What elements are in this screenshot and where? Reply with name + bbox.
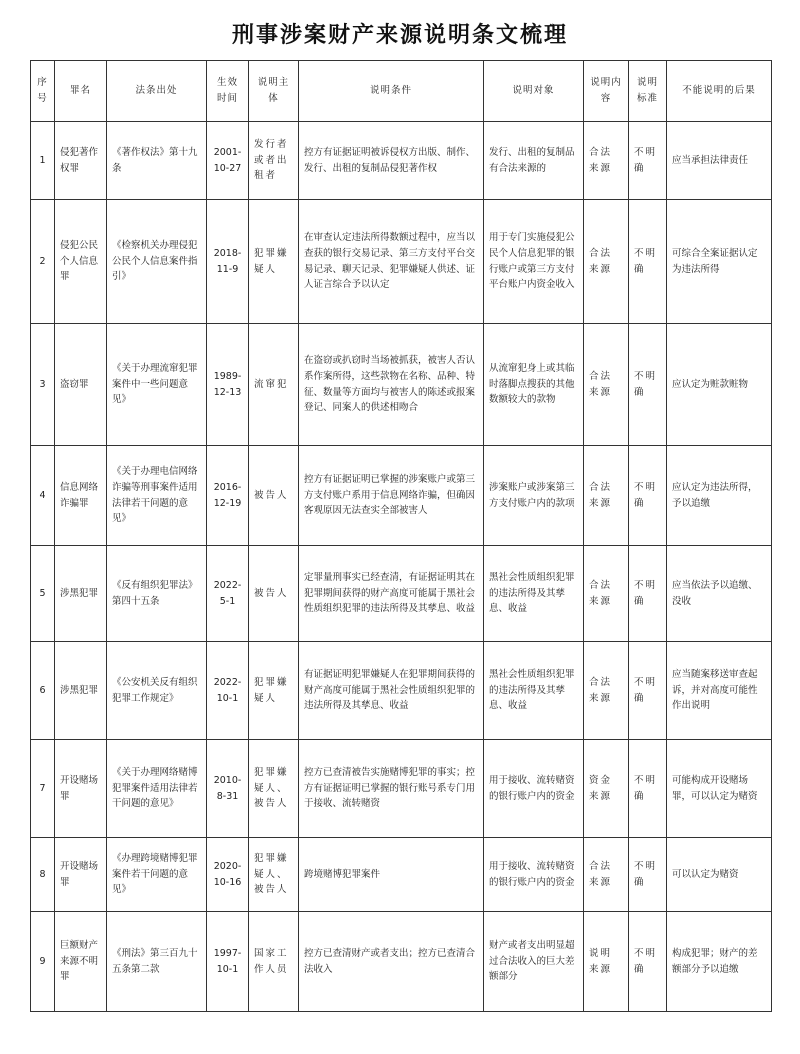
cell-source: 《刑法》第三百九十五条第二款 <box>107 912 207 1012</box>
cell-condition: 定罪量刑事实已经查清，有证据证明其在犯罪期间获得的财产高度可能属于黑社会性质组织犯罪的违法所得及其孳息、收益 <box>299 546 484 642</box>
cell-no: 5 <box>31 546 55 642</box>
cell-source: 《关于办理流窜犯罪案件中一些问题意见》 <box>107 324 207 446</box>
cell-crime: 涉黑犯罪 <box>55 642 107 740</box>
cell-crime: 盗窃罪 <box>55 324 107 446</box>
cell-date: 2016-12-19 <box>207 446 249 546</box>
header-subject: 说明主体 <box>249 61 299 122</box>
cell-date: 1989-12-13 <box>207 324 249 446</box>
cell-crime: 巨额财产来源不明罪 <box>55 912 107 1012</box>
cell-subject: 流窜犯 <box>249 324 299 446</box>
cell-content: 合法来源 <box>584 122 629 200</box>
cell-condition: 控方已查清被告实施赌博犯罪的事实；控方有证据证明已掌握的银行账号系专门用于接收、流转赌资 <box>299 740 484 838</box>
cell-subject: 犯罪嫌疑人、被告人 <box>249 740 299 838</box>
cell-object: 用于接收、流转赌资的银行账户内的资金 <box>484 740 584 838</box>
cell-date: 2022-5-1 <box>207 546 249 642</box>
cell-consequence: 应当依法予以追缴、没收 <box>667 546 772 642</box>
cell-subject: 国家工作人员 <box>249 912 299 1012</box>
cell-object: 发行、出租的复制品有合法来源的 <box>484 122 584 200</box>
cell-crime: 侵犯公民个人信息罪 <box>55 200 107 324</box>
cell-no: 9 <box>31 912 55 1012</box>
cell-object: 用于专门实施侵犯公民个人信息犯罪的银行账户或第三方支付平台账户内资金收入 <box>484 200 584 324</box>
cell-content: 说明来源 <box>584 912 629 1012</box>
table-row <box>31 740 772 838</box>
cell-content: 合法来源 <box>584 324 629 446</box>
cell-content: 合法来源 <box>584 642 629 740</box>
cell-subject: 犯罪嫌疑人 <box>249 200 299 324</box>
cell-consequence: 可综合全案证据认定为违法所得 <box>667 200 772 324</box>
cell-source: 《反有组织犯罪法》第四十五条 <box>107 546 207 642</box>
cell-subject: 被告人 <box>249 546 299 642</box>
cell-content: 合法来源 <box>584 546 629 642</box>
cell-no: 7 <box>31 740 55 838</box>
cell-consequence: 可能构成开设赌场罪，可以认定为赌资 <box>667 740 772 838</box>
table-row <box>31 546 772 642</box>
header-row <box>31 61 772 122</box>
cell-source: 《关于办理电信网络诈骗等刑事案件适用法律若干问题的意见》 <box>107 446 207 546</box>
table-row <box>31 324 772 446</box>
cell-consequence: 可以认定为赌资 <box>667 838 772 912</box>
cell-consequence: 构成犯罪；财产的差额部分予以追缴 <box>667 912 772 1012</box>
cell-object: 从流窜犯身上或其临时落脚点搜获的其他数额较大的款物 <box>484 324 584 446</box>
cell-date: 2018-11-9 <box>207 200 249 324</box>
cell-standard: 不明确 <box>629 546 667 642</box>
table-row <box>31 122 772 200</box>
cell-crime: 信息网络诈骗罪 <box>55 446 107 546</box>
cell-subject: 犯罪嫌疑人 <box>249 642 299 740</box>
cell-object: 涉案账户或涉案第三方支付账户内的款项 <box>484 446 584 546</box>
table-row <box>31 200 772 324</box>
cell-no: 3 <box>31 324 55 446</box>
cell-content: 资金来源 <box>584 740 629 838</box>
header-date: 生效时间 <box>207 61 249 122</box>
cell-date: 2001-10-27 <box>207 122 249 200</box>
cell-condition: 控方有证据证明已掌握的涉案账户或第三方支付账户系用于信息网络诈骗，但确因客观原因无法查实全部被害人 <box>299 446 484 546</box>
cell-condition: 在盗窃或扒窃时当场被抓获，被害人否认系作案所得，这些款物在名称、品种、特征、数量等方面均与被害人的陈述或报案登记、同案人的供述相吻合 <box>299 324 484 446</box>
header-source: 法条出处 <box>107 61 207 122</box>
cell-condition: 控方有证据证明被诉侵权方出版、制作、发行、出租的复制品侵犯著作权 <box>299 122 484 200</box>
cell-standard: 不明确 <box>629 200 667 324</box>
header-standard: 说明标准 <box>629 61 667 122</box>
cell-standard: 不明确 <box>629 740 667 838</box>
page-title: 刑事涉案财产来源说明条文梳理 <box>231 22 568 48</box>
cell-date: 2022-10-1 <box>207 642 249 740</box>
cell-condition: 在审查认定违法所得数额过程中，应当以查获的银行交易记录、第三方支付平台交易记录、聊天记录、犯罪嫌疑人供述、证人证言综合予以认定 <box>299 200 484 324</box>
header-consequence: 不能说明的后果 <box>667 61 772 122</box>
cell-content: 合法来源 <box>584 200 629 324</box>
cell-source: 《办理跨境赌博犯罪案件若干问题的意见》 <box>107 838 207 912</box>
cell-object: 财产或者支出明显超过合法收入的巨大差额部分 <box>484 912 584 1012</box>
cell-date: 2020-10-16 <box>207 838 249 912</box>
table-row <box>31 912 772 1012</box>
cell-crime: 开设赌场罪 <box>55 838 107 912</box>
law-provisions-table <box>30 60 772 1012</box>
cell-consequence: 应认定为违法所得，予以追缴 <box>667 446 772 546</box>
cell-object: 黑社会性质组织犯罪的违法所得及其孳息、收益 <box>484 642 584 740</box>
header-object: 说明对象 <box>484 61 584 122</box>
cell-object: 用于接收、流转赌资的银行账户内的资金 <box>484 838 584 912</box>
cell-consequence: 应当承担法律责任 <box>667 122 772 200</box>
cell-subject: 被告人 <box>249 446 299 546</box>
cell-condition: 跨境赌博犯罪案件 <box>299 838 484 912</box>
header-crime: 罪名 <box>55 61 107 122</box>
table-row <box>31 838 772 912</box>
cell-date: 1997-10-1 <box>207 912 249 1012</box>
cell-standard: 不明确 <box>629 446 667 546</box>
cell-no: 6 <box>31 642 55 740</box>
cell-consequence: 应认定为赃款赃物 <box>667 324 772 446</box>
table-row <box>31 642 772 740</box>
cell-consequence: 应当随案移送审查起诉，并对高度可能性作出说明 <box>667 642 772 740</box>
cell-object: 黑社会性质组织犯罪的违法所得及其孳息、收益 <box>484 546 584 642</box>
cell-source: 《公安机关反有组织犯罪工作规定》 <box>107 642 207 740</box>
cell-no: 1 <box>31 122 55 200</box>
cell-standard: 不明确 <box>629 324 667 446</box>
cell-standard: 不明确 <box>629 642 667 740</box>
cell-crime: 涉黑犯罪 <box>55 546 107 642</box>
header-content: 说明内容 <box>584 61 629 122</box>
cell-source: 《关于办理网络赌博犯罪案件适用法律若干问题的意见》 <box>107 740 207 838</box>
table-row <box>31 446 772 546</box>
cell-condition: 有证据证明犯罪嫌疑人在犯罪期间获得的财产高度可能属于黑社会性质组织犯罪的违法所得及其孳息、收益 <box>299 642 484 740</box>
cell-no: 4 <box>31 446 55 546</box>
header-condition: 说明条件 <box>299 61 484 122</box>
cell-standard: 不明确 <box>629 912 667 1012</box>
cell-no: 2 <box>31 200 55 324</box>
cell-source: 《检察机关办理侵犯公民个人信息案件指引》 <box>107 200 207 324</box>
cell-subject: 发行者或者出租者 <box>249 122 299 200</box>
cell-source: 《著作权法》第十九条 <box>107 122 207 200</box>
header-no: 序号 <box>31 61 55 122</box>
cell-content: 合法来源 <box>584 446 629 546</box>
cell-standard: 不明确 <box>629 122 667 200</box>
cell-subject: 犯罪嫌疑人、被告人 <box>249 838 299 912</box>
cell-crime: 侵犯著作权罪 <box>55 122 107 200</box>
cell-no: 8 <box>31 838 55 912</box>
cell-crime: 开设赌场罪 <box>55 740 107 838</box>
cell-standard: 不明确 <box>629 838 667 912</box>
cell-condition: 控方已查清财产或者支出；控方已查清合法收入 <box>299 912 484 1012</box>
cell-date: 2010-8-31 <box>207 740 249 838</box>
cell-content: 合法来源 <box>584 838 629 912</box>
